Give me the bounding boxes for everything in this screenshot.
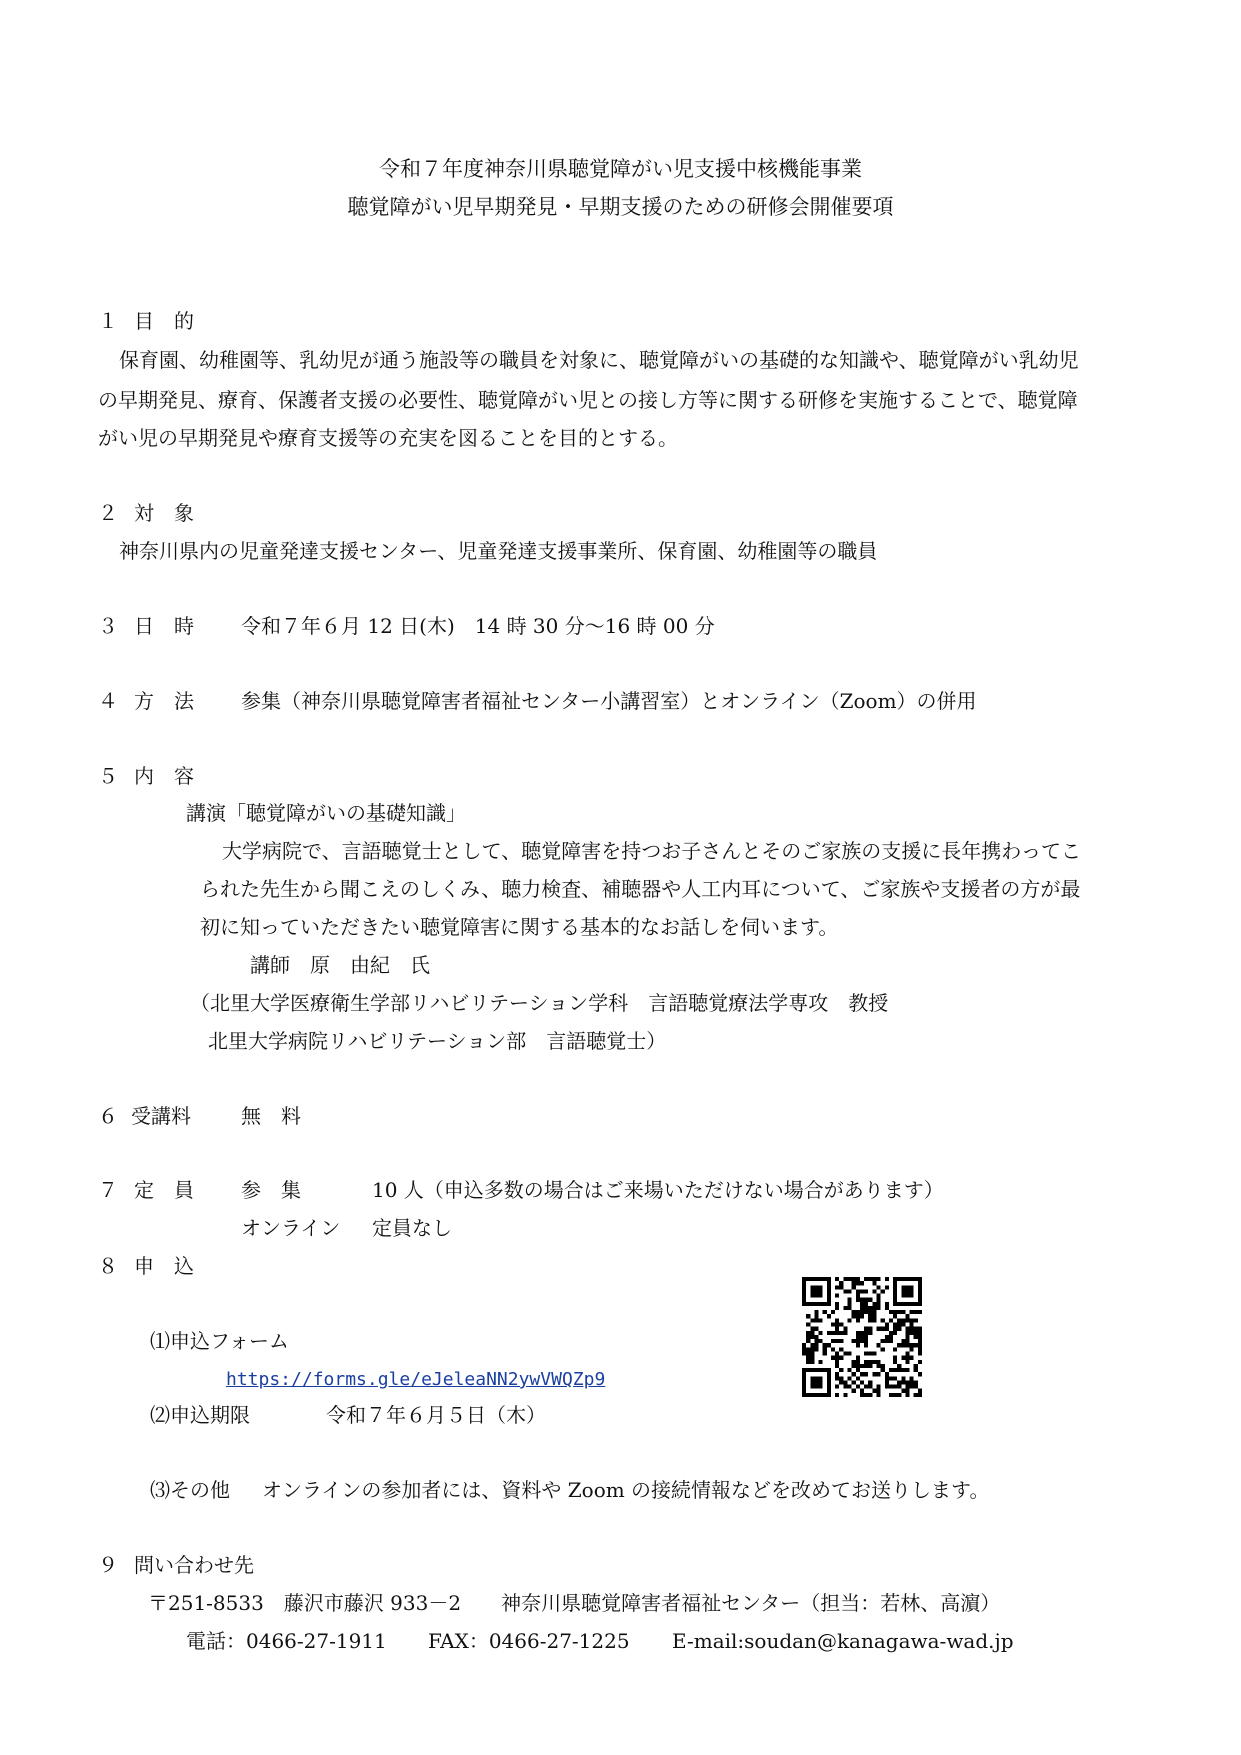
section-5-lecture-title: 講演「聴覚障がいの基礎知識」 (186, 801, 466, 825)
section-7-row-2-value: 定員なし (372, 1216, 452, 1240)
section-5-affiliation-2: 北里大学病院リハビリテーション部 言語聴覚士） (208, 1029, 667, 1053)
contact-tel: 電話：0466-27-1911 (186, 1629, 387, 1653)
section-6-body: 無 料 (241, 1104, 301, 1128)
application-other-label: ⑶その他 (150, 1478, 230, 1502)
section-5-affiliation-1: （北里大学医療衛生学部リハビリテーション学科 言語聴覚療法学専攻 教授 (190, 991, 889, 1015)
section-8-heading: 申 込 (134, 1254, 194, 1278)
application-other-value: オンラインの参加者には、資料や Zoom の接続情報などを改めてお送りします。 (262, 1478, 990, 1502)
section-1-body-line-1: 保育園、幼稚園等、乳幼児が通う施設等の職員を対象に、聴覚障がいの基礎的な知識や、聴覚障がい乳幼児 (119, 348, 1079, 372)
section-5-body-line-2: られた先生から聞こえのしくみ、聴力検査、補聴器や人工内耳について、ご家族や支援者の方が最 (200, 877, 1081, 901)
contact-address: 〒251-8533 藤沢市藤沢 933－2 神奈川県聴覚障害者福祉センター（担当：若林、高濵） (148, 1591, 1001, 1615)
section-4-heading: 方 法 (134, 689, 194, 713)
title-line-1: 令和７年度神奈川県聴覚障がい児支援中核機能事業 (379, 157, 862, 181)
application-form-label: ⑴申込フォーム (150, 1329, 289, 1353)
section-7-row-1-value: 10 人（申込多数の場合はご来場いただけない場合があります） (372, 1178, 944, 1202)
section-4-number: ４ (98, 689, 118, 713)
contact-email: E-mail:soudan@kanagawa-wad.jp (672, 1629, 1014, 1653)
section-9-heading: 問い合わせ先 (134, 1553, 254, 1577)
section-5-body-line-3: 初に知っていただきたい聴覚障害に関する基本的なお話しを伺います。 (200, 915, 839, 939)
section-4-body: 参集（神奈川県聴覚障害者福祉センター小講習室）とオンライン（Zoom）の併用 (241, 689, 977, 713)
section-3-body: 令和７年６月 12 日(木) 14 時 30 分～16 時 00 分 (241, 614, 715, 638)
section-8-number: ８ (98, 1254, 118, 1278)
section-7-heading: 定 員 (134, 1178, 194, 1202)
section-2-heading: 対 象 (134, 501, 194, 525)
application-deadline-value: 令和７年６月５日（木） (326, 1403, 546, 1427)
section-3-number: ３ (98, 614, 118, 638)
application-deadline-label: ⑵申込期限 (150, 1403, 250, 1427)
section-3-heading: 日 時 (134, 614, 194, 638)
section-5-heading: 内 容 (134, 764, 194, 788)
qr-code-icon[interactable] (802, 1277, 922, 1397)
section-7-row-1-label: 参 集 (241, 1178, 301, 1202)
section-2-body: 神奈川県内の児童発達支援センター、児童発達支援事業所、保育園、幼稚園等の職員 (119, 539, 878, 563)
section-6-number: ６ (98, 1104, 118, 1128)
section-6-heading: 受講料 (131, 1104, 191, 1128)
section-2-number: ２ (98, 501, 118, 525)
section-1-body-line-2: の早期発見、療育、保護者支援の必要性、聴覚障がい児との接し方等に関する研修を実施することで、聴覚障 (98, 388, 1078, 412)
contact-fax: FAX：0466-27-1225 (428, 1629, 630, 1653)
application-form-link[interactable]: https://forms.gle/eJeleaNN2ywVWQZp9 (226, 1369, 606, 1390)
section-5-number: ５ (98, 764, 118, 788)
section-1-body-line-3: がい児の早期発見や療育支援等の充実を図ることを目的とする。 (98, 426, 678, 450)
section-7-number: ７ (98, 1178, 118, 1202)
section-1-heading: 目 的 (134, 309, 194, 333)
section-7-row-2-label: オンライン (241, 1216, 341, 1240)
section-1-number: １ (98, 309, 118, 333)
title-line-2: 聴覚障がい児早期発見・早期支援のための研修会開催要項 (347, 195, 894, 219)
section-5-lecturer: 講師 原 由紀 氏 (250, 953, 430, 977)
section-5-body-line-1: 大学病院で、言語聴覚士として、聴覚障害を持つお子さんとそのご家族の支援に長年携わってこ (222, 839, 1081, 863)
section-9-number: ９ (98, 1553, 118, 1577)
